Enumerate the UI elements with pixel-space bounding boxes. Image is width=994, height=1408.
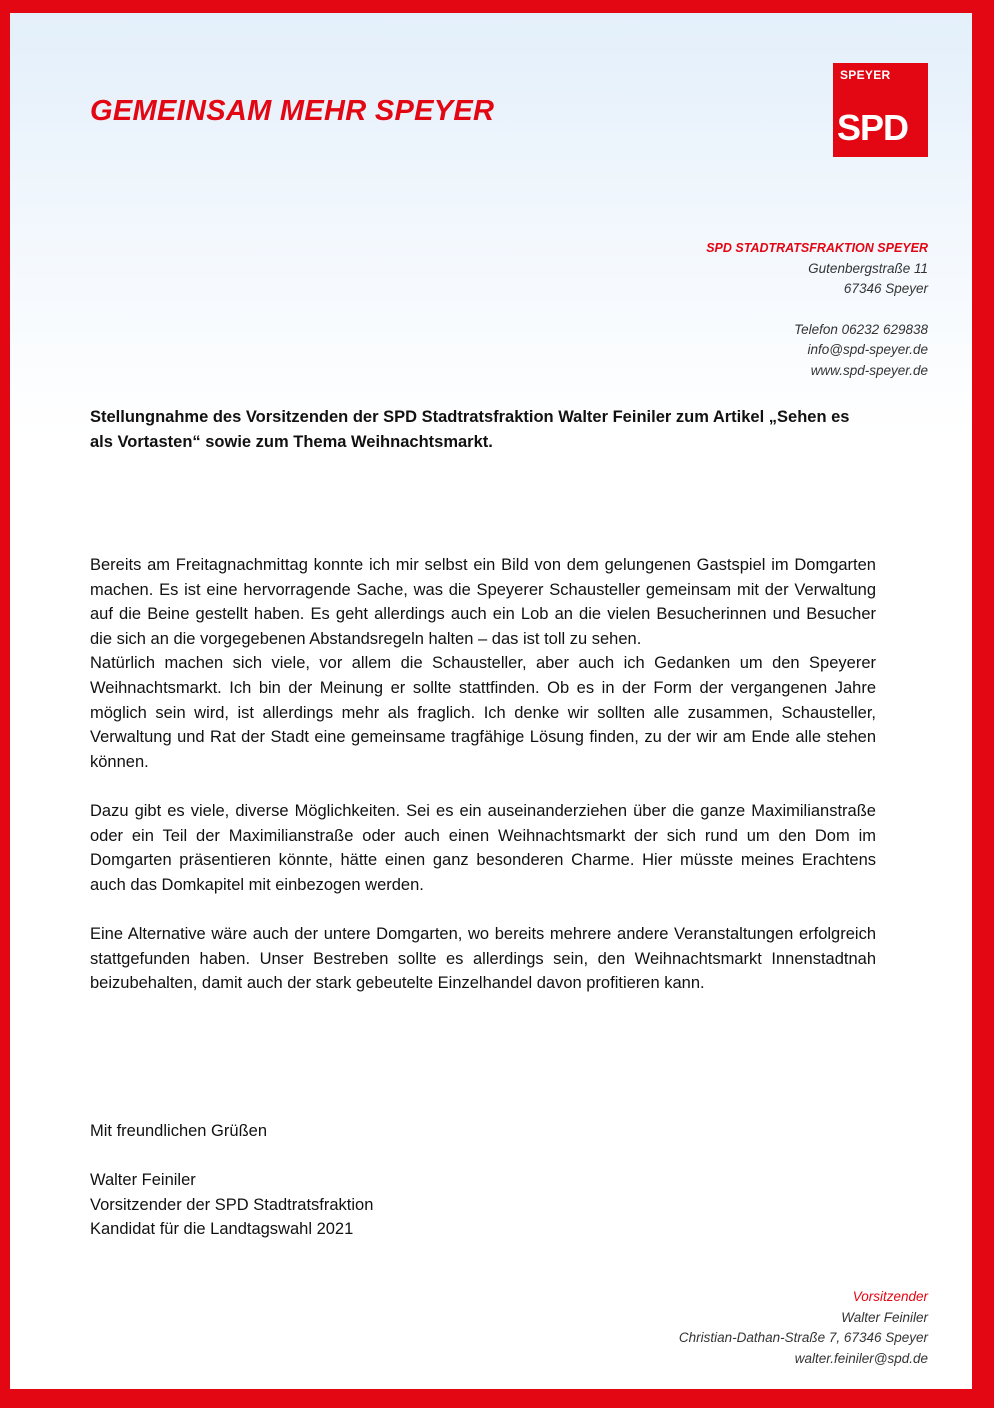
body-paragraph-1: Bereits am Freitagnachmittag konnte ich mir selbst ein Bild von dem gelungenen Gastspiel im Domgarten machen. Es ist eine hervorragende Sache, was die Speyerer Schausteller gemeinsam mit der Verwaltung auf die Beine gestellt haben. Es geht allerdings auch ein Lob an die vielen Besucherinnen und Besucher die sich an die vorgegebenen Abstandsregeln halten – das ist toll zu sehen. [90, 556, 876, 648]
closing-greeting: Mit freundlichen Grüßen [90, 1122, 267, 1140]
body-paragraph-2: Natürlich machen sich viele, vor allem die Schausteller, aber auch ich Gedanken um den Speyerer Weihnachtsmarkt. Ich bin der Meinung er sollte stattfinden. Ob es in der Form der vergangenen Jahre möglich sein wird, ist allerdings mehr als fraglich. Ich denke wir sollten alle zusammen, Schausteller, Verwaltung und Rat der Stadt eine gemeinsame tragfähige Lösung finden, zu der wir am Ende alle stehen können. [90, 654, 876, 771]
address-spacer [706, 300, 928, 320]
logo-spd-text: SPD [837, 107, 909, 148]
sender-street: Gutenbergstraße 11 [808, 260, 928, 276]
signer-name: Walter Feiniler [90, 1171, 196, 1190]
body-paragraph-3: Dazu gibt es viele, diverse Möglichkeiten. Sei es ein auseinanderziehen über die ganze Maximilianstraße oder ein Teil der Maximilianstraße oder auch einen Weihnachtsmarkt der sich rund um den Dom im Domgarten präsentieren könnte, hätte einen ganz besonderen Charme. Hier müsste meines Erachtens auch das Domkapitel mit einbezogen werden. [90, 801, 876, 894]
signer-title: Vorsitzender der SPD Stadtratsfraktion [90, 1195, 374, 1214]
footer-contact-block [679, 1287, 928, 1369]
letter-subject: Stellungnahme des Vorsitzenden der SPD Stadtratsfraktion Walter Feiniler zum Artikel „Sehen es als Vortasten“ sowie zum Thema Weihnachtsmarkt. [90, 408, 850, 451]
logo-speyer-text: SPEYER [840, 68, 891, 82]
closing-spacer [90, 1144, 373, 1169]
body-paragraph-4: Eine Alternative wäre auch der untere Domgarten, wo bereits mehrere andere Veranstaltungen erfolgreich stattgefunden haben. Unser Bestreben sollte es allerdings sein, den Weihnachtsmarkt Innenstadtnah beizubehalten, damit auch der stark gebeutelte Einzelhandel davon profitieren kann. [90, 924, 876, 993]
footer-email-link[interactable]: walter.feiniler@spd.de [794, 1350, 928, 1366]
letter-closing [90, 1119, 373, 1242]
sender-org: SPD STADTRATSFRAKTION SPEYER [706, 241, 928, 255]
sender-address-block [706, 238, 928, 381]
footer-name: Walter Feiniler [841, 1309, 928, 1325]
letter-page [10, 13, 972, 1389]
footer-role: Vorsitzender [852, 1289, 928, 1304]
sender-city: 67346 Speyer [843, 281, 928, 296]
footer-address: Christian-Dathan-Straße 7, 67346 Speyer [678, 1330, 928, 1345]
slogan-heading: GEMEINSAM MEHR SPEYER [90, 95, 495, 127]
sender-email-link[interactable]: info@spd-speyer.de [807, 342, 928, 357]
letter-body [90, 553, 876, 996]
sender-website-link[interactable]: www.spd-speyer.de [810, 362, 928, 378]
sender-phone: Telefon 06232 629838 [794, 321, 928, 337]
signer-candidacy: Kandidat für die Landtagswahl 2021 [90, 1220, 354, 1239]
spd-logo [833, 63, 928, 157]
